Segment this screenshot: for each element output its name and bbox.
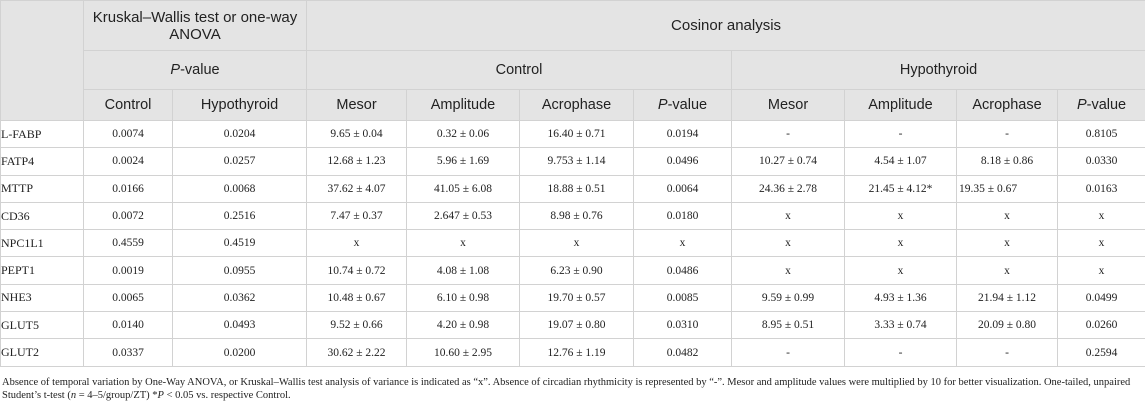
table-cell: 0.0140 — [84, 312, 173, 339]
footnote-n: n — [70, 390, 77, 401]
p-value-suffix: -value — [667, 97, 708, 113]
table-cell: 5.96 ± 1.69 — [407, 148, 520, 175]
table-cell: 9.52 ± 0.66 — [307, 312, 407, 339]
table-cell: x — [407, 230, 520, 257]
table-cell: 0.0180 — [634, 202, 732, 229]
table-cell: x — [732, 257, 845, 284]
table-cell: 0.8105 — [1058, 121, 1145, 148]
table-cell: x — [520, 230, 634, 257]
table-cell: 41.05 ± 6.08 — [407, 175, 520, 202]
table-cell: 0.0486 — [634, 257, 732, 284]
col-mesor-control: Mesor — [307, 90, 407, 121]
table-cell: x — [957, 230, 1058, 257]
table-cell: 30.62 ± 2.22 — [307, 339, 407, 366]
table-cell: 0.0310 — [634, 312, 732, 339]
table-row — [1, 202, 1145, 229]
table-row — [1, 339, 1145, 366]
table-cell: 18.88 ± 0.51 — [520, 175, 634, 202]
table-cell: - — [957, 339, 1058, 366]
table-cell: 8.98 ± 0.76 — [520, 202, 634, 229]
table-cell: x — [1058, 202, 1145, 229]
table-cell: x — [845, 230, 957, 257]
table-cell: 0.0482 — [634, 339, 732, 366]
table-cell: 16.40 ± 0.71 — [520, 121, 634, 148]
table-cell: 12.76 ± 1.19 — [520, 339, 634, 366]
header-row-3 — [1, 90, 1145, 121]
table-cell: 0.0260 — [1058, 312, 1145, 339]
table-cell: x — [732, 202, 845, 229]
table-cell: 24.36 ± 2.78 — [732, 175, 845, 202]
table-cell: x — [307, 230, 407, 257]
p-value-suffix: -value — [180, 62, 220, 78]
table-cell: 19.07 ± 0.80 — [520, 312, 634, 339]
hypothyroid-group-header: Hypothyroid — [732, 51, 1145, 90]
footnote-part-b: = 4–5/group/ZT) * — [76, 390, 158, 401]
col-p-value-control — [634, 90, 732, 121]
col-amplitude-control: Amplitude — [407, 90, 520, 121]
table-cell: 8.95 ± 0.51 — [732, 312, 845, 339]
table-cell: x — [1058, 257, 1145, 284]
footnote-part-c: < 0.05 vs. respective Control. — [163, 390, 291, 401]
table-cell: 12.68 ± 1.23 — [307, 148, 407, 175]
col-mesor-hypo: Mesor — [732, 90, 845, 121]
row-label: GLUT2 — [1, 339, 84, 366]
cosinor-header: Cosinor analysis — [307, 1, 1145, 51]
table-row — [1, 312, 1145, 339]
p-italic: P — [1076, 97, 1087, 113]
table-cell: 4.93 ± 1.36 — [845, 284, 957, 311]
table-cell: 0.0163 — [1058, 175, 1145, 202]
table-cell: 10.27 ± 0.74 — [732, 148, 845, 175]
table-cell: 7.47 ± 0.37 — [307, 202, 407, 229]
table-cell: 0.0257 — [173, 148, 307, 175]
table-cell: 0.4519 — [173, 230, 307, 257]
table-cell: x — [634, 230, 732, 257]
table-cell: 4.08 ± 1.08 — [407, 257, 520, 284]
table-cell: 0.0064 — [634, 175, 732, 202]
table-cell: 6.23 ± 0.90 — [520, 257, 634, 284]
table-body — [1, 121, 1145, 367]
table-cell: - — [732, 339, 845, 366]
table-cell: - — [845, 339, 957, 366]
table-cell: 10.48 ± 0.67 — [307, 284, 407, 311]
table-cell: 0.0362 — [173, 284, 307, 311]
table-cell: 0.0194 — [634, 121, 732, 148]
footnote-part-a: Absence of temporal variation by One-Way ANOVA, or Kruskal–Wallis test analysis of variance is indicated as “x”. Absence of circadian rhythmicity is represented by “-”. Mesor and amplitude values were multiplied by 10 for better visualization. One-tailed, unpaired Student’s t-test ( — [2, 377, 1131, 401]
table-cell: 0.2516 — [173, 202, 307, 229]
table-footnote — [0, 376, 1143, 402]
footnote-p: P — [157, 390, 164, 401]
table-cell: 0.0204 — [173, 121, 307, 148]
table-cell: 19.70 ± 0.57 — [520, 284, 634, 311]
table-cell: 0.0955 — [173, 257, 307, 284]
table-cell: 19.35 ± 0.67 — [957, 175, 1058, 202]
row-label: NPC1L1 — [1, 230, 84, 257]
row-label: CD36 — [1, 202, 84, 229]
header-row-1 — [1, 1, 1145, 51]
table-cell: - — [845, 121, 957, 148]
table-cell: 0.0493 — [173, 312, 307, 339]
table-cell: 21.45 ± 4.12* — [845, 175, 957, 202]
table-cell: 0.0166 — [84, 175, 173, 202]
col-acrophase-hypo: Acrophase — [957, 90, 1058, 121]
table-cell: 0.0337 — [84, 339, 173, 366]
row-label: NHE3 — [1, 284, 84, 311]
table-cell: x — [845, 202, 957, 229]
table-row — [1, 148, 1145, 175]
table-row — [1, 121, 1145, 148]
table-cell: 0.0330 — [1058, 148, 1145, 175]
table-cell: 21.94 ± 1.12 — [957, 284, 1058, 311]
table-cell: 9.65 ± 0.04 — [307, 121, 407, 148]
table-cell: 4.54 ± 1.07 — [845, 148, 957, 175]
table-cell: 3.33 ± 0.74 — [845, 312, 957, 339]
table-cell: 8.18 ± 0.86 — [957, 148, 1058, 175]
table-row — [1, 257, 1145, 284]
table-cell: 2.647 ± 0.53 — [407, 202, 520, 229]
table-cell: x — [1058, 230, 1145, 257]
table-cell: 37.62 ± 4.07 — [307, 175, 407, 202]
row-label: FATP4 — [1, 148, 84, 175]
col-p-value-hypo — [1058, 90, 1145, 121]
table-row — [1, 284, 1145, 311]
table-cell: 0.0024 — [84, 148, 173, 175]
row-label: PEPT1 — [1, 257, 84, 284]
table-cell: 0.32 ± 0.06 — [407, 121, 520, 148]
table-cell: 0.0068 — [173, 175, 307, 202]
table-cell: 0.0072 — [84, 202, 173, 229]
table-cell: 0.0085 — [634, 284, 732, 311]
table-cell: x — [957, 202, 1058, 229]
p-italic: P — [657, 97, 668, 113]
row-label: L-FABP — [1, 121, 84, 148]
corner-cell — [1, 1, 84, 121]
table-cell: - — [732, 121, 845, 148]
col-acrophase-control: Acrophase — [520, 90, 634, 121]
table-cell: - — [957, 121, 1058, 148]
table-cell: x — [732, 230, 845, 257]
row-label: GLUT5 — [1, 312, 84, 339]
table-cell: 0.0496 — [634, 148, 732, 175]
table-cell: 0.0499 — [1058, 284, 1145, 311]
table-cell: 0.0065 — [84, 284, 173, 311]
table-cell: 0.4559 — [84, 230, 173, 257]
table-cell: x — [957, 257, 1058, 284]
row-label: MTTP — [1, 175, 84, 202]
p-value-suffix: -value — [1086, 97, 1127, 113]
header-row-2 — [1, 51, 1145, 90]
col-control: Control — [84, 90, 173, 121]
table-cell: 20.09 ± 0.80 — [957, 312, 1058, 339]
p-value-header — [84, 51, 307, 90]
table-cell: 4.20 ± 0.98 — [407, 312, 520, 339]
table-cell: 10.60 ± 2.95 — [407, 339, 520, 366]
table-cell: 9.753 ± 1.14 — [520, 148, 634, 175]
table-cell: 0.0074 — [84, 121, 173, 148]
control-group-header: Control — [307, 51, 732, 90]
table-cell: 0.2594 — [1058, 339, 1145, 366]
p-italic: P — [170, 62, 181, 78]
col-hypothyroid: Hypothyroid — [173, 90, 307, 121]
table-cell: 6.10 ± 0.98 — [407, 284, 520, 311]
table-row — [1, 175, 1145, 202]
table-cell: x — [845, 257, 957, 284]
table-cell: 0.0019 — [84, 257, 173, 284]
table-row — [1, 230, 1145, 257]
table-cell: 0.0200 — [173, 339, 307, 366]
table-cell: 10.74 ± 0.72 — [307, 257, 407, 284]
col-amplitude-hypo: Amplitude — [845, 90, 957, 121]
kw-anova-header: Kruskal–Wallis test or one-way ANOVA — [84, 1, 307, 51]
table-cell: 9.59 ± 0.99 — [732, 284, 845, 311]
